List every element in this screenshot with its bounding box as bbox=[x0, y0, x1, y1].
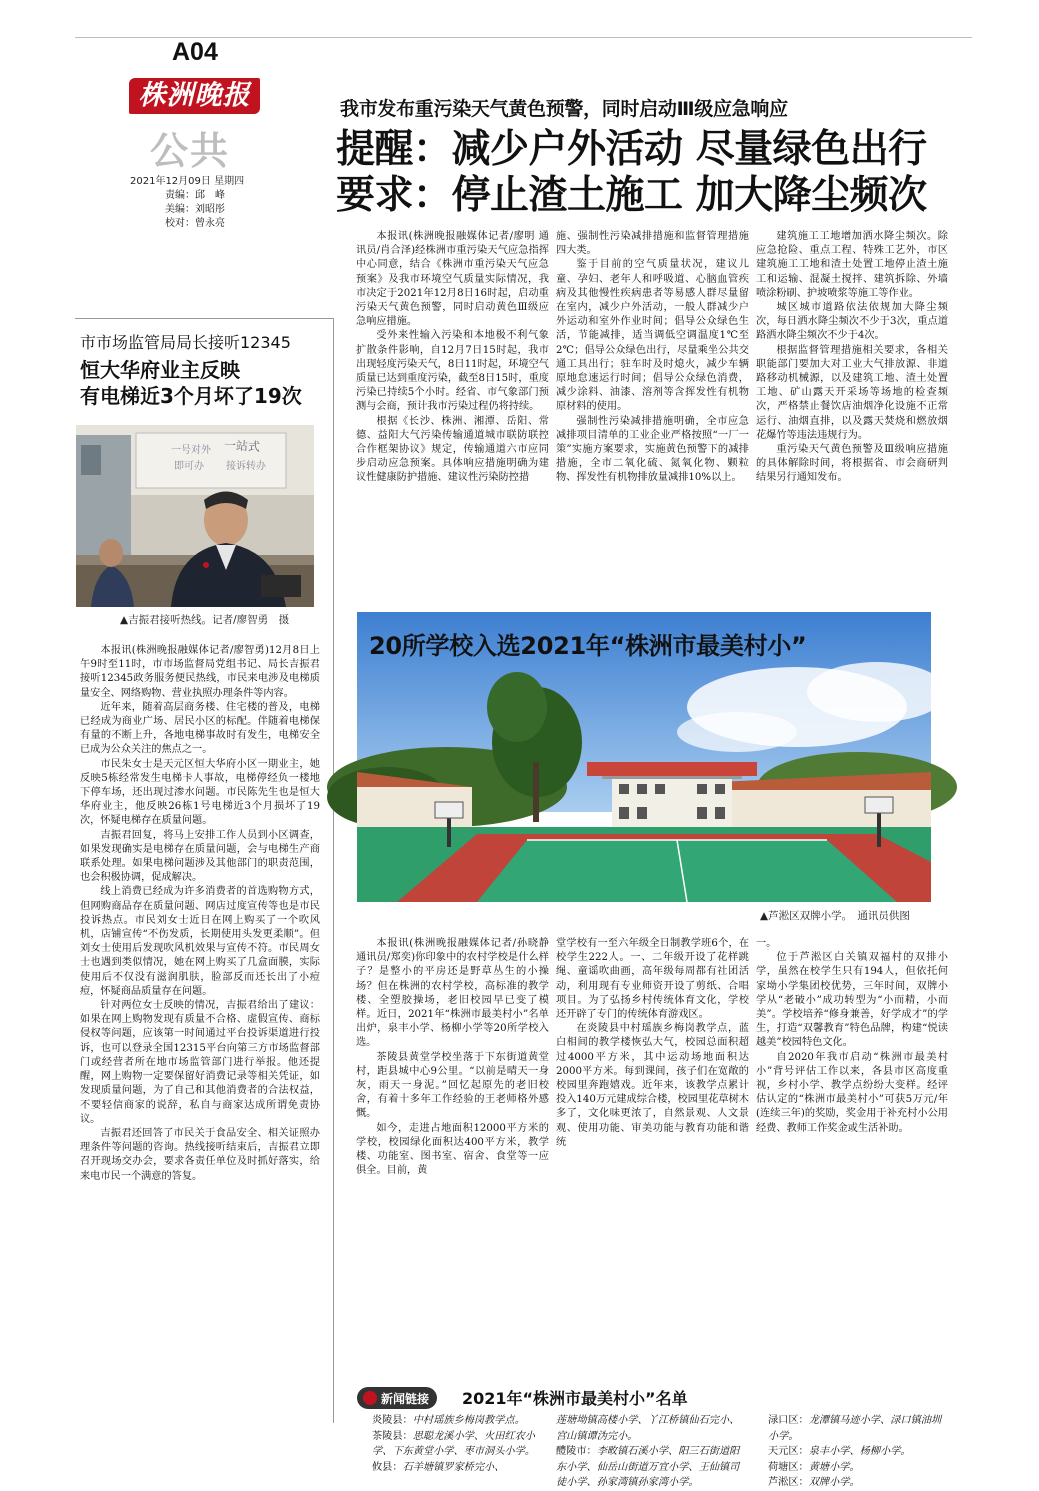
credit-designer: 美编：刘昭彤 bbox=[165, 204, 225, 215]
school-banner-title: 20所学校入选2021年“株洲市最美村小” bbox=[369, 632, 807, 660]
list-county: 荷塘区： bbox=[768, 1461, 809, 1473]
list-schools: 泉丰小学、杨柳小学。 bbox=[808, 1446, 911, 1457]
school-column-2 bbox=[556, 937, 749, 1382]
left-para: 本报讯(株洲晚报融媒体记者/廖智勇)12月8日上午9时至11时，市市场监督局党组书记、局长吉振君接听12345政务服务便民热线，市民来电涉及电梯质量安全、网络购物、营业执照办理条件等内容。 bbox=[80, 645, 320, 699]
school-para: 如今，走进占地面积12000平方米的学校，校园绿化面积达400平方米，教学楼、功能室、图书室、宿舍、食堂等一应俱全。目前，黄 bbox=[356, 1122, 549, 1177]
school-para: 位于芦淞区白关镇双福村的双排小学，虽然在校学生只有194人，但依托何家坳小学集团校优势，三年时间，双牌小学从“老破小”成功转型为“小而精，小而美”。学校培养“修身兼善，好学成才”的学生，打造“双馨教育”特色品牌，构建“悦读越美”校园特色文化。 bbox=[756, 952, 948, 1049]
lead-column-1 bbox=[356, 230, 549, 580]
lead-para: 强制性污染减排措施明确，全市应急减排项目清单的工业企业严格按照“一厂一策”实施方案要求，实施黄色预警下的减排措施，全市二氧化硫、氮氧化物、颗粒物、挥发性有机物排放量减排10%以上。 bbox=[556, 415, 749, 484]
list-county: 渌口区： bbox=[768, 1415, 809, 1426]
school-para: 茶陵县黄堂学校坐落于下东街道黄堂村，距县城中心9公里。“以前是晴天一身灰，雨天一身泥。”回忆起原先的老旧校舍，有着十多年工作经验的王老师格外感慨。 bbox=[356, 1051, 549, 1120]
list-column-2 bbox=[556, 1413, 744, 1488]
lead-para: 重污染天气黄色预警及Ⅲ级响应措施的具体解除时间，将根据省、市会商研判结果另行通知发布。 bbox=[756, 444, 948, 484]
list-schools: 黄塘小学。 bbox=[808, 1461, 860, 1473]
list-entry bbox=[768, 1413, 944, 1444]
school-para: 本报讯(株洲晚报融媒体记者/孙晓静 通讯员/郑奕)你印象中的农村学校是什么样子？是整小的平房还是野草丛生的小操场？但在株洲的农村学校，高标准的教学楼、全塑胶操场，老旧校园早已变了模样。近日，2021年“株洲市最美村小”名单出炉，泉丰小学、杨柳小学等20所学校入选。 bbox=[356, 938, 549, 1049]
list-county: 醴陵市： bbox=[556, 1446, 597, 1457]
lead-kicker: 我市发布重污染天气黄色预警，同时启动Ⅲ级应急响应 bbox=[340, 98, 788, 120]
school-column-1 bbox=[356, 937, 549, 1382]
list-schools: 思聪龙溪小学、火田红农小学、下东黄堂小学、枣市洞头小学。 bbox=[372, 1430, 535, 1457]
masthead-text: 株洲晚报 bbox=[138, 80, 251, 111]
lead-para: 城区城市道路依法依规加大降尘频次，每日洒水降尘频次不少于3次，重点道路洒水降尘频次不少于4次。 bbox=[756, 302, 948, 342]
list-county: 攸县： bbox=[372, 1461, 403, 1473]
news-link-tag bbox=[357, 1387, 437, 1409]
list-entry bbox=[372, 1460, 548, 1476]
left-para: 市民朱女士是天元区恒大华府小区一期业主，她反映5栋经常发生电梯卡人事故，电梯停经负一楼地下停车场，还出现过渗水问题。市民陈先生也是恒大华府业主，他反映26栋1号电梯近3个月损坏了19次，怀疑电梯存在质量问题。 bbox=[80, 758, 320, 827]
credit-proofreader: 校对：曾永亮 bbox=[165, 218, 225, 229]
school-column-3 bbox=[756, 937, 948, 1382]
left-kicker: 市市场监管局局长接听12345 bbox=[80, 333, 291, 352]
photo-sign-2: 一号对外 bbox=[171, 445, 211, 456]
list-entry bbox=[768, 1460, 944, 1476]
hotline-photo-caption: ▲吉振君接听热线。记者/廖智勇 摄 bbox=[120, 614, 290, 626]
photo-sign-3: 即可办 bbox=[174, 461, 204, 472]
news-link-icon bbox=[363, 1391, 377, 1405]
left-headline-2: 有电梯近3个月坏了19次 bbox=[80, 384, 302, 408]
list-schools: 莲塘坳镇高楼小学、丫江桥镇仙石完小、宫山镇谭沩完小。 bbox=[556, 1415, 740, 1442]
left-para: 吉振君还回答了市民关于食品安全、相关证照办理条件等问题的咨询。热线接听结束后，吉振君立即召开现场交办会，要求各责任单位及时抓好落实，给来电市民一个满意的答复。 bbox=[80, 1127, 320, 1182]
lead-para: 本报讯(株洲晚报融媒体记者/廖明 通讯员/肖合泽)经株洲市重污染天气应急指挥中心同意，结合《株洲市重污染天气应急预案》及我市环境空气质量实际情况，我市决定于2021年12月8日16时起，启动重污染天气黄色预警，同时启动黄色Ⅲ级应急响应措施。 bbox=[356, 231, 549, 328]
list-column-1 bbox=[372, 1413, 548, 1473]
left-body bbox=[80, 644, 320, 1399]
news-link-tag-text: 新闻链接 bbox=[381, 1392, 430, 1406]
photo-sign-1: 一站式 bbox=[223, 438, 261, 454]
list-entry bbox=[768, 1475, 944, 1491]
left-top-rule bbox=[75, 318, 333, 319]
hotline-photo bbox=[76, 425, 314, 607]
list-entry bbox=[372, 1429, 548, 1460]
list-schools: 石羊塘镇罗家桥完小、 bbox=[402, 1461, 505, 1473]
lead-para: 建筑施工工地增加洒水降尘频次。除应急抢险、重点工程、特殊工艺外，市区建筑施工工地和渣土处置工地停止渣土施工和运输、混凝土搅拌、建筑拆除、外墙喷涂粉刷、护坡喷浆等施工等作业。 bbox=[756, 231, 948, 299]
left-para: 近年来，随着高层商务楼、住宅楼的普及，电梯已经成为商业广场、居民小区的标配。伴随着电梯保有量的不断上升，各地电梯事故时有发生，电梯安全已成为公众关注的焦点之一。 bbox=[80, 701, 320, 756]
lead-column-3 bbox=[756, 230, 948, 580]
credit-editor: 责编：邱 峰 bbox=[165, 190, 225, 201]
left-headline-1: 恒大华府业主反映 bbox=[80, 358, 240, 382]
list-county: 芦淞区： bbox=[768, 1477, 809, 1488]
column-divider bbox=[333, 318, 334, 1423]
page-number: A04 bbox=[172, 38, 218, 66]
left-para: 针对两位女士反映的情况，吉振君给出了建议：如果在网上购物发现有质量不合格、虚假宣传、商标侵权等问题，应该第一时间通过平台投诉渠道进行投诉，也可以登录全国12315平台向第三方市场监督部门或经营者所在地市场监管部门进行举报。他还提醒，网上购物一定要保留好消费记录等相关凭证，如发现质量问题，为了自己和其他消费者的合法权益，不要轻信商家的说辞，私自与商家达成所谓免责协议。 bbox=[80, 1000, 320, 1125]
lead-column-2 bbox=[556, 230, 749, 580]
school-para: 一。 bbox=[756, 938, 777, 949]
list-county: 炎陵县： bbox=[372, 1415, 413, 1426]
list-entry bbox=[556, 1444, 744, 1491]
left-para: 吉振君回复，将马上安排工作人员到小区调查，如果发现确实是电梯存在质量问题，会与电梯生产商联系处理。如果电梯问题涉及其他部门的职责范围，也会积极协调，促成解决。 bbox=[80, 829, 320, 884]
date-line: 2021年12月09日 星期四 bbox=[130, 176, 245, 187]
lead-headline-2: 要求：停止渣土施工 加大降尘频次 bbox=[336, 173, 927, 218]
list-schools: 龙潭镇马迹小学、渌口镇油圳小学。 bbox=[768, 1415, 942, 1442]
list-entry bbox=[556, 1413, 744, 1444]
lead-para: 施、强制性污染减排措施和监督管理措施四大类。 bbox=[556, 231, 749, 257]
lead-para: 根据监督管理措施相关要求，各相关职能部门要加大对工业大气排放源、非道路移动机械源，以及建筑工地、渣土处置工地、矿山露天开采场等场地的检查频次，严格禁止餐饮店油烟净化设施不正常运行、油烟直排，以及露天焚烧和燃放烟花爆竹等违法违规行为。 bbox=[756, 344, 948, 441]
list-title: 2021年“株洲市最美村小”名单 bbox=[462, 1389, 688, 1408]
list-county: 茶陵县： bbox=[372, 1430, 413, 1442]
school-para: 堂学校有一至六年级全日制教学班6个，在校学生222人。一、二年级开设了花样跳绳、童谣吹曲画，高年级每周都有社团活动，利用现有专业师资开设了剪纸、合唱项目。为了弘扬乡村传统体育文化，学校还开辟了专门的传统体育游戏区。 bbox=[556, 938, 749, 1021]
list-county: 天元区： bbox=[768, 1446, 809, 1457]
lead-para: 根据《长沙、株洲、湘潭、岳阳、常德、益阳大气污染传输通道城市联防联控合作框架协议》规定，传输通道六市应同步启动应急预案。具体响应措施明确为建议性健康防护措施、建议性污染防控措 bbox=[356, 415, 549, 484]
school-para: 在炎陵县中村瑶族乡梅岗教学点，蓝白相间的教学楼恢弘大气，校园总面积超过4000平方米，其中运动场地面积达2000平方米。每到课间，孩子们在宽敞的校园里奔跑嬉戏。近年来，该教学点累计投入140万元建成综合楼，校园里花草树木多了，文化味更浓了，自然景观、人文景观、使用功能、审美功能与教育功能和谐统 bbox=[556, 1023, 749, 1148]
list-entry bbox=[768, 1444, 944, 1460]
list-schools: 李畋镇石溪小学、阳三石街道阳东小学、仙岳山街道万宜小学、王仙镇司徒小学、孙家湾镇孙家湾小学。 bbox=[556, 1446, 740, 1488]
list-entry bbox=[372, 1413, 548, 1429]
lead-para: 鉴于目前的空气质量状况，建议儿童、孕妇、老年人和呼吸道、心脑血管疾病及其他慢性疾病患者等易感人群尽量留在室内，减少户外活动，一般人群减少户外运动和室外作业时间；倡导公众绿色生活，节能减排，适当调低空调温度1℃至2℃；倡导公众绿色出行，尽量乘坐公共交通工具出行；驻车时及时熄火，减少车辆原地怠速运行时间；倡导公众绿色消费，减少涂料、油漆、溶剂等含挥发性有机物原材料的使用。 bbox=[556, 259, 749, 413]
lead-para: 受外来性输入污染和本地极不利气象扩散条件影响，自12月7日15时起，我市出现轻度污染天气，8日11时起，环境空气质量已达到重度污染，截至8日15时，重度污染已持续5个小时。经省、市气象部门预测与会商，预计我市污染过程仍将持续。 bbox=[356, 330, 549, 413]
school-para: 自2020年我市启动“株洲市最美村小”背号评估工作以来，各县市区高度重视，乡村小学、教学点纷纷大变样。经评估认定的“株洲市最美村小”可获5万元/年(连续三年)的奖励，奖金用于补充村小公用经费、教师工作奖金或生活补助。 bbox=[756, 1051, 948, 1134]
list-column-3 bbox=[768, 1413, 944, 1488]
list-schools: 中村瑶族乡梅岗教学点。 bbox=[412, 1415, 525, 1426]
school-photo bbox=[357, 612, 931, 902]
section-title: 公共 bbox=[150, 128, 231, 173]
masthead-logo bbox=[129, 78, 260, 114]
left-para: 线上消费已经成为许多消费者的首选购物方式，但网购商品存在质量问题、网店过度宣传等也是市民投诉热点。市民刘女士近日在网上购买了一个吹风机，店铺宣传“不伤发质，长期使用头发更柔顺”。但刘女士使用后发现吹风机效果与宣传不符。市民周女士也遇到类似情况，她在网上购买了几盒面膜，实际使用后不仅没有滋润肌肤，脸部反而还长出了小痘痘，怀疑商品质量存在问题。 bbox=[80, 886, 320, 997]
photo-sign-4: 接诉转办 bbox=[226, 461, 266, 472]
list-schools: 双牌小学。 bbox=[808, 1477, 860, 1488]
lead-headline-1: 提醒：减少户外活动 尽量绿色出行 bbox=[336, 127, 927, 172]
school-photo-caption: ▲芦淞区双牌小学。 通讯员供图 bbox=[760, 910, 910, 922]
